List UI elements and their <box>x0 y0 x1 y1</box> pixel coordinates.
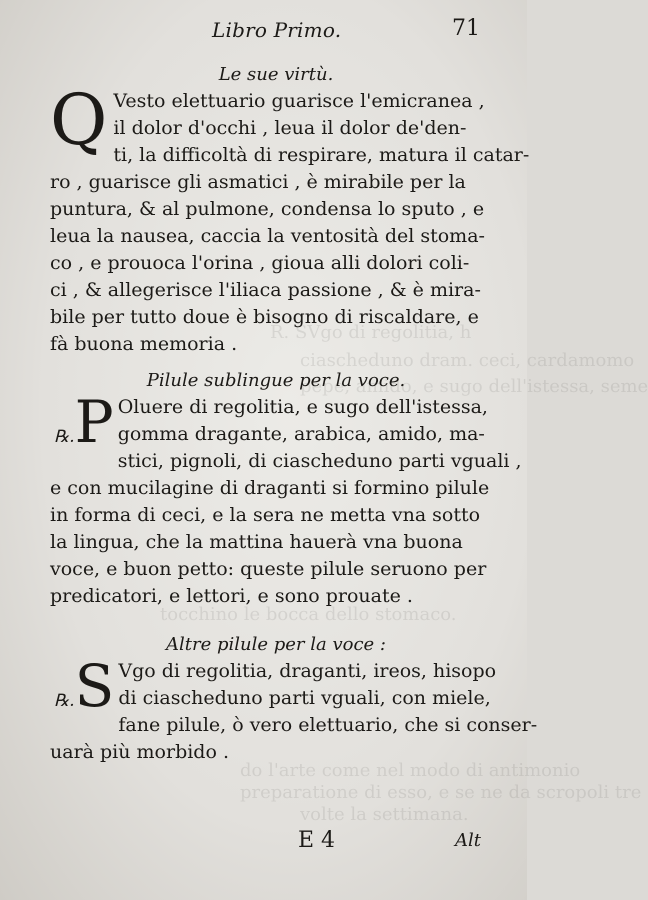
text-line: in forma di ceci, e la sera ne metta vna sotto <box>50 504 481 526</box>
page-footer <box>0 828 527 868</box>
text-line: Oluere di regolitia, e sugo dell'istessa, <box>117 396 488 418</box>
text-line: puntura, & al pulmone, condensa lo sputo , e <box>50 198 485 220</box>
text-line: ti, la difficoltà di respirare, matura il catar- <box>113 144 530 166</box>
section-other-pills <box>50 632 538 766</box>
text-line: il dolor d'occhi , leua il dolor de'den- <box>113 117 467 139</box>
recipe-sign: ℞. <box>54 427 75 447</box>
dropcap-char: P <box>74 388 114 456</box>
text-line: Vgo di regolitia, draganti, ireos, hisopo <box>118 660 497 682</box>
text-line: voce, e buon petto: queste pilule seruono per <box>50 558 487 580</box>
book-page: R. SVgo di regolitia, h ciascheduno dram. ceci, cardamomo pepe, amido, e sugo dell'istessa, seme tocchino le bocca dello stomaco. do l'arte come nel modo di antimonio preparatione di esso, e se ne da scropoli tre volte la settimana. Libro Primo. 71 Le sue virtù. Q Vesto elettuario guarisce l'emicranea , il dolor d'occhi , leua il dolor de'den- ti, la difficoltà di respirare, matura il catar- ro , guarisce gli asmatici , è mirabile per la puntura, & al pulmone, condensa lo sputo , e leua la nausea, caccia la ventosità del stoma- co , e prouoca l'orina , gioua alli dolori coli- ci , & allegerisce l'iliaca passione , & è mira- bile per tutto doue è bisogno di riscaldare, e fà buona memoria . Pilule sublingue per la voce. ℞.P Oluere di regolitia, e sugo dell'istessa, gomma dragante, arabica, amido, ma- stici, pignoli, di ciascheduno parti vguali , e con mucilagine di draganti si formino pilule in forma di ceci, e la sera ne metta vna sotto la lingua, che la mattina hauerà vna buona voce, e buon petto: queste pilule seruono per predicatori, e lettori, e sono prouate . Altre pilule per la voce : ℞.S Vgo di regolitia, draganti, ireos, hisopo di ciascheduno parti vguali, con miele, fane pilule, ò vero elettuario, che si conser- uarà più morbido . E 4 Alt <box>0 0 527 900</box>
text-line: bile per tutto doue è bisogno di riscaldare, e <box>50 306 479 328</box>
text-line: stici, pignoli, di ciascheduno parti vguali , <box>117 450 522 472</box>
section-title: Altre pilule per la voce : <box>166 634 386 655</box>
dropcap-letter: Q <box>50 79 108 161</box>
text-line: ci , & allegerisce l'iliaca passione , & è mira- <box>50 279 481 301</box>
text-line: di ciascheduno parti vguali, con miele, <box>118 687 491 709</box>
dropcap-char: S <box>74 652 115 720</box>
text-line: predicatori, e lettori, e sono prouate . <box>50 585 413 607</box>
page-body <box>50 62 538 766</box>
text-line: leua la nausea, caccia la ventosità del stoma- <box>50 225 485 247</box>
text-line: uarà più morbido . <box>50 741 229 763</box>
signature-mark: E 4 <box>298 828 336 853</box>
recipe-sign: ℞. <box>54 691 75 711</box>
section-title: Pilule sublingue per la voce. <box>146 370 406 391</box>
section-virtues <box>50 62 530 358</box>
catchword: Alt <box>455 830 481 851</box>
text-line: Vesto elettuario guarisce l'emicranea , <box>113 90 485 112</box>
page-number: 71 <box>452 16 480 41</box>
text-line: ro , guarisce gli asmatici , è mirabile per la <box>50 171 466 193</box>
dropcap-letter <box>54 652 115 720</box>
text-line: gomma dragante, arabica, amido, ma- <box>117 423 485 445</box>
running-title: Libro Primo. <box>212 18 342 42</box>
section-title: Le sue virtù. <box>218 64 334 85</box>
text-line: la lingua, che la mattina hauerà vna buona <box>50 531 463 553</box>
dropcap-letter <box>54 388 114 456</box>
text-line: co , e prouoca l'orina , gioua alli dolori coli- <box>50 252 470 274</box>
text-line: e con mucilagine di draganti si formino pilule <box>50 477 490 499</box>
text-line: fane pilule, ò vero elettuario, che si conser- <box>118 714 538 736</box>
section-sublingual-pills <box>50 368 522 610</box>
text-line: fà buona memoria . <box>50 333 238 355</box>
page-header <box>0 10 527 42</box>
